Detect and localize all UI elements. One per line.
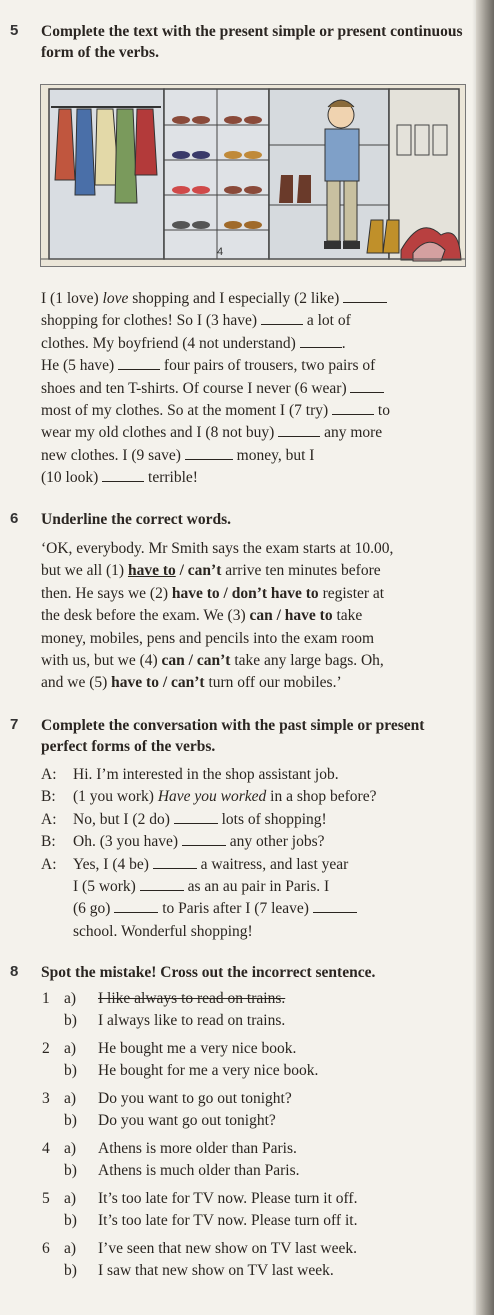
list-item: 3 a) Do you want to go out tonight? b) Do you want go out tonight?: [42, 1090, 292, 1129]
answer-example: Have you worked: [157, 788, 267, 806]
crossed-out-sentence: I like always to read on trains.: [98, 990, 286, 1007]
exercise-8-heading: Spot the mistake! Cross out the incorrect sentence.: [41, 964, 376, 981]
answer-example: love: [102, 290, 129, 307]
exercise-8-items: [41, 988, 461, 1288]
exercise-7-dialogue: A: Hi. I’m interested in the shop assistant job. B: (1 you work) Have you worked in a shop before? A: No, but I (2 do) lots of shopping! B: Oh. (3 you have) any other jobs? A: Yes, I (4 be) a waitress, and last year I (5 work) as an au pair in Paris. I (6 go) to Paris after I (7 leave) school. Wonderful shopping!: [41, 766, 377, 940]
exercise-6-text: ‘OK, everybody. Mr Smith says the exam starts at 10.00, but we all (1) have to / can’t arrive ten minutes before then. He says we (2) have to / don’t have to register at the desk before the exam. We (3) can / have to take money, mobiles, pens and pencils into the exam room with us, but we (4) can / can’t take any large bags. Oh, and we (5) have to / can’t turn off our mobiles.’: [41, 540, 394, 692]
list-item: 5 a) It’s too late for TV now. Please turn it off. b) It’s too late for TV now. Please turn off it.: [42, 1190, 358, 1229]
exercise-6-number: 6: [10, 510, 19, 527]
exercise-7-heading: Complete the conversation with the past simple or present perfect forms of the verbs.: [41, 717, 425, 755]
wardrobe-illustration: [40, 84, 466, 267]
exercise-5-number: 5: [10, 22, 19, 39]
exercise-7-number: 7: [10, 716, 19, 733]
list-item: 4 a) Athens is more older than Paris. b) Athens is much older than Paris.: [42, 1140, 300, 1179]
list-item: 1 a) I like always to read on trains. b) I always like to read on trains.: [42, 990, 286, 1029]
list-item: 2 a) He bought me a very nice book. b) He bought for me a very nice book.: [42, 1040, 319, 1079]
exercise-6-heading: Underline the correct words.: [41, 511, 231, 528]
page-binding-edge: [476, 0, 494, 1315]
illustration-label: 4: [217, 246, 224, 258]
exercise-5-text: I (1 love) love shopping and I especially (2 like) shopping for clothes! So I (3 have) a lot of clothes. My boyfriend (4 not understand) . He (5 have) four pairs of trousers, two pairs of shoes and ten T-shirts. Of course I never (6 wear) most of my clothes. So at the moment I (7 try) to wear my old clothes and I (8 not buy) any more new clothes. I (9 save) money, but I (10 look) terrible!: [41, 290, 390, 487]
exercise-5-heading: Complete the text with the present simple or present continuous form of the verbs.: [41, 23, 463, 61]
exercise-8-number: 8: [10, 963, 19, 980]
underlined-answer: have to: [127, 562, 176, 580]
list-item: 6 a) I’ve seen that new show on TV last week. b) I saw that new show on TV last week.: [42, 1240, 357, 1279]
